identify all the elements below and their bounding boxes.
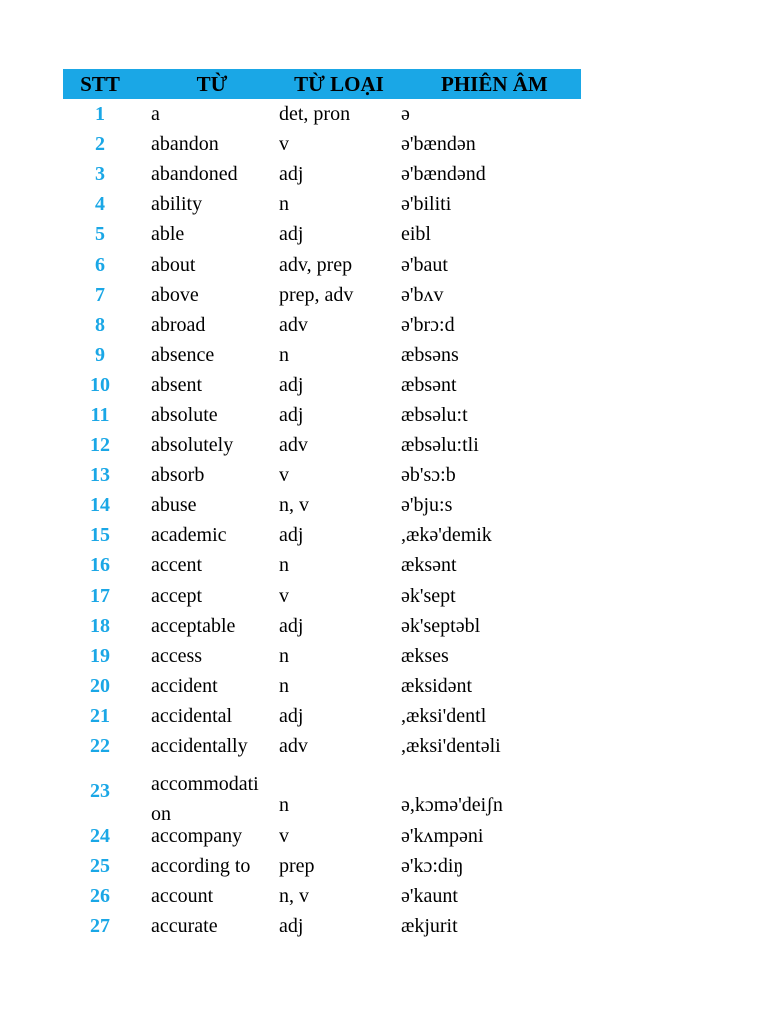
- table-row: [63, 310, 581, 340]
- table-row: [63, 249, 581, 279]
- row-pronunciation: əb'sɔ:b: [401, 464, 456, 487]
- row-word-type: adj: [279, 373, 304, 396]
- row-number: 6: [95, 253, 105, 276]
- row-word-type: adj: [279, 915, 304, 938]
- row-pronunciation: ə'baut: [401, 253, 448, 276]
- row-word-type: adv: [279, 313, 308, 336]
- row-pronunciation: ə'kɔ:diŋ: [401, 855, 464, 878]
- row-word-type: n: [279, 554, 289, 577]
- row-number: 17: [90, 584, 110, 607]
- row-number: 11: [90, 403, 110, 426]
- row-word-type: prep, adv: [279, 283, 354, 306]
- table-row: [63, 550, 581, 580]
- row-number: 4: [95, 193, 105, 216]
- row-pronunciation: æbsəlu:tli: [401, 434, 479, 457]
- row-word: accept: [151, 584, 203, 607]
- header-stt: STT: [80, 72, 120, 96]
- row-word: accurate: [151, 915, 218, 938]
- table-row: [63, 219, 581, 249]
- row-word-type: n: [279, 193, 289, 216]
- row-word-type: n, v: [279, 494, 309, 517]
- row-word-type: v: [279, 133, 289, 156]
- row-word-type: n, v: [279, 885, 309, 908]
- row-number: 3: [95, 163, 105, 186]
- row-number: 13: [90, 464, 110, 487]
- row-word-type: v: [279, 584, 289, 607]
- table-row: [63, 370, 581, 400]
- row-word-type: adj: [279, 163, 304, 186]
- row-word: accompany: [151, 825, 243, 848]
- row-word: access: [151, 644, 203, 667]
- row-word: absolute: [151, 403, 218, 426]
- row-number: 20: [90, 674, 110, 697]
- header-word-type: TỪ LOẠI: [294, 72, 384, 96]
- table-row: [63, 99, 581, 129]
- row-pronunciation: æksidənt: [401, 674, 473, 697]
- row-number: 24: [90, 825, 110, 848]
- row-number: 19: [90, 644, 110, 667]
- row-number: 14: [90, 494, 110, 517]
- row-pronunciation: ,æksi'dentl: [401, 704, 487, 727]
- row-number: 7: [95, 283, 105, 306]
- header-pronunciation: PHIÊN ÂM: [441, 72, 548, 96]
- table-row: [63, 581, 581, 611]
- row-word: accommodation: [151, 773, 259, 826]
- row-number: 18: [90, 614, 110, 637]
- row-word-type: v: [279, 825, 289, 848]
- table-row: [63, 911, 581, 941]
- row-word: a: [151, 103, 160, 126]
- table-row: [63, 851, 581, 881]
- row-pronunciation: ək'septəbl: [401, 614, 481, 637]
- row-pronunciation: ,æksi'dentəli: [401, 735, 501, 758]
- row-number: 23: [90, 780, 110, 803]
- row-number: 16: [90, 554, 110, 577]
- row-word-type: prep: [279, 855, 315, 878]
- row-word-type: det, pron: [279, 103, 351, 126]
- table-row: [63, 490, 581, 520]
- row-number: 9: [95, 343, 105, 366]
- row-word-type: adj: [279, 614, 304, 637]
- row-word-type: n: [279, 644, 289, 667]
- row-pronunciation: ,ækə'demik: [401, 524, 492, 547]
- row-number: 10: [90, 373, 110, 396]
- row-word: academic: [151, 524, 227, 547]
- row-word-type: adv: [279, 735, 308, 758]
- header-word: TỪ: [196, 72, 228, 96]
- row-pronunciation: ə'bændənd: [401, 163, 486, 186]
- table-body: [63, 99, 581, 941]
- row-word: able: [151, 223, 185, 246]
- row-pronunciation: ə'kʌmpəni: [401, 825, 484, 848]
- row-word: accidental: [151, 704, 233, 727]
- table-row: [63, 460, 581, 490]
- row-pronunciation: ə'bʌv: [401, 283, 444, 306]
- table-header: [63, 69, 581, 99]
- row-number: 5: [95, 223, 105, 246]
- row-word: acceptable: [151, 614, 236, 637]
- row-word: abuse: [151, 494, 197, 517]
- row-pronunciation: ækjurit: [401, 915, 458, 938]
- row-number: 26: [90, 885, 110, 908]
- row-word-type: n: [279, 674, 289, 697]
- row-word: accidentally: [151, 735, 248, 758]
- row-pronunciation: ə'bændən: [401, 133, 476, 156]
- row-word: ability: [151, 193, 203, 216]
- row-number: 8: [95, 313, 105, 336]
- row-pronunciation: ə'brɔ:d: [401, 313, 455, 336]
- table-row: [63, 280, 581, 310]
- row-word: absent: [151, 373, 203, 396]
- row-word: abroad: [151, 313, 206, 336]
- row-pronunciation: ə: [401, 103, 410, 126]
- row-pronunciation: ək'sept: [401, 584, 456, 607]
- row-word: abandoned: [151, 163, 238, 186]
- table-row: [63, 189, 581, 219]
- row-number: 12: [90, 434, 110, 457]
- table-row: [63, 400, 581, 430]
- row-number: 21: [90, 704, 110, 727]
- row-word: account: [151, 885, 214, 908]
- table-row: [63, 761, 581, 826]
- row-word: accent: [151, 554, 203, 577]
- row-word: abandon: [151, 133, 219, 156]
- row-word: according to: [151, 855, 251, 878]
- vocabulary-table: [63, 69, 581, 941]
- table-row: [63, 701, 581, 731]
- table-row: [63, 129, 581, 159]
- row-word: absence: [151, 343, 215, 366]
- row-number: 15: [90, 524, 110, 547]
- table-row: [63, 641, 581, 671]
- row-word-type: v: [279, 464, 289, 487]
- row-word-type: n: [279, 343, 289, 366]
- table-row: [63, 821, 581, 851]
- table-row: [63, 430, 581, 460]
- row-word-type: adj: [279, 524, 304, 547]
- row-pronunciation: ə'bju:s: [401, 494, 453, 517]
- table-row: [63, 520, 581, 550]
- row-pronunciation: æbsəlu:t: [401, 403, 468, 426]
- table-row: [63, 159, 581, 189]
- table-row: [63, 340, 581, 370]
- table-row: [63, 611, 581, 641]
- row-number: 25: [90, 855, 110, 878]
- row-word: accident: [151, 674, 218, 697]
- row-pronunciation: æbsəns: [401, 343, 459, 366]
- row-word: above: [151, 283, 199, 306]
- row-pronunciation: æksənt: [401, 554, 457, 577]
- row-number: 27: [90, 915, 110, 938]
- row-word-type: adj: [279, 403, 304, 426]
- row-word: absorb: [151, 464, 205, 487]
- table-row: [63, 881, 581, 911]
- row-word: absolutely: [151, 434, 234, 457]
- row-pronunciation: æbsənt: [401, 373, 457, 396]
- row-pronunciation: ækses: [401, 644, 449, 667]
- row-number: 22: [90, 735, 110, 758]
- row-pronunciation: eibl: [401, 223, 431, 246]
- row-number: 1: [95, 103, 105, 126]
- row-pronunciation: ə'biliti: [401, 193, 452, 216]
- row-word-type: adv: [279, 434, 308, 457]
- table-row: [63, 731, 581, 761]
- row-word: about: [151, 253, 196, 276]
- table-row: [63, 671, 581, 701]
- row-pronunciation: ə,kɔmə'deiʃn: [401, 794, 503, 817]
- row-pronunciation: ə'kaunt: [401, 885, 458, 908]
- row-word-type: adj: [279, 704, 304, 727]
- row-word-type: n: [279, 794, 289, 817]
- row-word-type: adj: [279, 223, 304, 246]
- row-number: 2: [95, 133, 105, 156]
- row-word-type: adv, prep: [279, 253, 353, 276]
